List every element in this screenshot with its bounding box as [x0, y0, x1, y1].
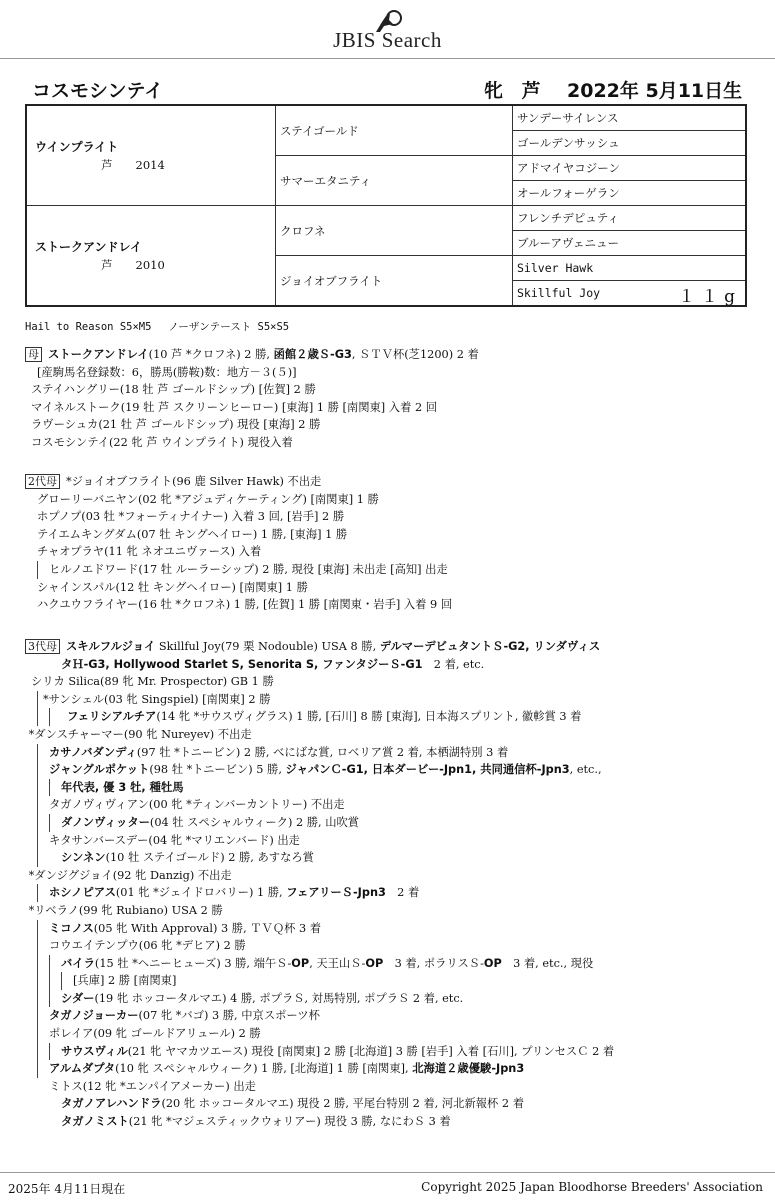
horse-highlight-text: OP [291, 956, 310, 970]
tree-connector-line [37, 708, 38, 726]
horse-title-row [32, 76, 744, 102]
family-line [25, 579, 755, 597]
family-line [25, 526, 755, 544]
horse-highlight-text: スキルフルジョイ [66, 640, 156, 653]
family-line [25, 832, 755, 850]
family-line [25, 1043, 755, 1061]
horse-highlight-text: アルムダプタ [49, 1062, 116, 1076]
pedigree-gen3-cell[interactable]: アドマイヤコジーン [513, 156, 747, 181]
family-line [25, 416, 755, 434]
pedigree-table [25, 104, 747, 307]
record-text: (21 牝 *マジェスティックウォリアー) 現役 3 勝, なにわＳ 3 着 [128, 1115, 451, 1129]
horse-highlight-text: シンネン [61, 851, 106, 865]
record-text: (14 牝 *サウスヴィグラス) 1 勝, [石川] 8 勝 [東海], 日本海スプリント, 徽軫賞 3 着 [156, 710, 582, 724]
horse-sex-color: 牝 芦 [484, 80, 547, 102]
family-line [25, 779, 755, 797]
record-text: ミトス(12 牝 *エンパイアメーカー) 出走 [49, 1079, 256, 1093]
horse-birth-date: 2022年 5月11日生 [567, 80, 743, 102]
record-text: チャオプラヤ(11 牝 ネオユニヴァース) 入着 [37, 545, 262, 559]
tree-connector-line [37, 849, 38, 867]
family-section-3rd-dam [25, 638, 755, 1131]
inbreeding-cross: Hail to Reason S5×M5 ノーザンテースト S5×S5 [25, 321, 290, 333]
tree-connector-line [37, 832, 38, 850]
family-line [25, 955, 755, 973]
horse-highlight-text: 年代表, 優 3 牡, 種牡馬 [61, 780, 184, 794]
record-text: ヒルノエドワード(17 牡 ルーラーシップ) 2 勝, 現役 [東海] 未出走 [高知] 出走 [49, 562, 448, 576]
tree-connector-line [49, 779, 50, 797]
family-line [25, 381, 755, 399]
tree-connector-line [49, 708, 50, 726]
tree-connector-line [37, 1007, 38, 1025]
pedigree-gen3-cell[interactable]: ブルーアヴェニュー [513, 231, 747, 256]
tree-connector-line [37, 1060, 38, 1078]
pedigree-gen3-cell[interactable]: サンデーサイレンス [513, 105, 747, 131]
family-line [25, 434, 755, 452]
record-text: (10 芦 *クロフネ) 2 勝, [148, 348, 274, 361]
tree-connector-line [49, 814, 50, 832]
record-text: コウエイテンプウ(06 牝 *デヒア) 2 勝 [49, 939, 246, 953]
logo-text: JBIS Search [333, 28, 442, 52]
record-text: *ダンジグジョイ(92 牝 Danzig) 不出走 [28, 868, 232, 882]
horse-highlight-text: バイラ [61, 956, 95, 970]
horse-highlight-text: 函館２歳Ｓ-G3 [273, 348, 352, 361]
horse-magnifier-icon [372, 8, 408, 36]
header-divider [0, 58, 775, 59]
pedigree-gen2-cell[interactable]: ジョイオブフライト [276, 256, 513, 307]
horse-highlight-text: シダー [61, 991, 95, 1005]
record-text: コスモシンテイ(22 牝 芦 ウインプライト) 現役入着 [31, 435, 293, 449]
horse-highlight-text: タガノアレハンドラ [61, 1097, 162, 1111]
sire-info: 芦 2014 [101, 158, 165, 172]
record-text: Skillful Joy(79 栗 Nodouble) USA 8 勝, [155, 640, 380, 653]
family-line [25, 346, 755, 364]
family-section-dam [25, 346, 755, 452]
family-line [25, 508, 755, 526]
record-text: グローリーバニヤン(02 牝 *アジュディケーティング) [南関東] 1 勝 [37, 492, 379, 506]
generation-tag: 2代母 [25, 474, 60, 489]
record-text: (98 牡 *トニービン) 5 勝, [149, 763, 286, 777]
record-text: (10 牡 ステイゴールド) 2 勝, あすなろ賞 [105, 851, 314, 865]
pedigree-gen3-cell[interactable]: Silver Hawk [513, 256, 747, 281]
horse-name: コスモシンテイ [32, 80, 164, 102]
footer-copyright: Copyright 2025 Japan Bloodhorse Breeders' Association [421, 1180, 763, 1194]
horse-highlight-text: タガノミスト [61, 1115, 129, 1129]
footer-divider [0, 1172, 775, 1173]
family-line [25, 596, 755, 614]
tree-connector-line [37, 1025, 38, 1043]
family-line [25, 990, 755, 1008]
record-text: (05 牝 With Approval) 3 勝, ＴＶＱ杯 3 着 [93, 921, 322, 935]
record-text: [兵庫] 2 勝 [南関東] [73, 974, 177, 988]
pedigree-sire[interactable] [26, 105, 276, 206]
footer-date: 2025年 4月11日現在 [8, 1182, 126, 1196]
tree-connector-line [37, 561, 38, 579]
record-text: (20 牝 ホッコータルマエ) 現役 2 勝, 平尾台特別 2 着, 河北新報杯 2 着 [161, 1097, 524, 1111]
family-section-2nd-dam [25, 473, 755, 614]
family-line [25, 399, 755, 417]
record-text: 3 着, ポラリスＳ- [383, 956, 484, 970]
record-text: マイネルストーク(19 牡 芦 スクリーンヒーロー) [東海] 1 勝 [南関東] 入着 2 回 [31, 400, 438, 414]
record-text: ホプノプ(03 牡 *フォーティナイナー) 入着 3 回, [岩手] 2 勝 [37, 510, 345, 524]
horse-highlight-text: OP [483, 956, 502, 970]
family-line [25, 726, 755, 744]
record-text: *サンシェル(03 牝 Singspiel) [南関東] 2 勝 [43, 692, 271, 706]
family-line [25, 656, 755, 674]
horse-highlight-text: OP [365, 956, 384, 970]
record-text: *リベラノ(99 牝 Rubiano) USA 2 勝 [28, 903, 223, 917]
record-text: 2 着 [385, 886, 420, 900]
pedigree-gen2-cell[interactable]: クロフネ [276, 206, 513, 256]
family-line [25, 884, 755, 902]
horse-highlight-text: ダノンヴィッター [61, 815, 150, 829]
family-line [25, 744, 755, 762]
tree-connector-line [37, 744, 38, 762]
record-text: (10 牝 スペシャルウィーク) 1 勝, [北海道] 1 勝 [南関東], [115, 1062, 413, 1076]
record-text: (04 牡 スペシャルウィーク) 2 勝, 山吹賞 [149, 815, 360, 829]
record-text: , 天王山Ｓ- [309, 956, 366, 970]
record-text: (01 牝 *ジェイドロバリー) 1 勝, [115, 886, 287, 900]
horse-highlight-text: ジャパンＣ-G1, 日本ダービー-Jpn1, 共同通信杯-Jpn3 [285, 763, 570, 777]
generation-tag: 3代母 [25, 639, 60, 654]
dam-name: ストークアンドレイ [35, 240, 142, 254]
record-text: 2 着, etc. [422, 657, 485, 671]
site-logo[interactable] [0, 8, 775, 53]
pedigree-gen3-name: Skillful Joy [517, 286, 601, 300]
family-line [25, 673, 755, 691]
record-text: ラヴーシュカ(21 牡 芦 ゴールドシップ) 現役 [東海] 2 勝 [31, 418, 321, 432]
tree-connector-line [37, 691, 38, 709]
family-line [25, 1078, 755, 1096]
family-line [25, 638, 755, 656]
horse-highlight-text: ホシノピアス [49, 886, 116, 900]
family-line [25, 849, 755, 867]
family-line [25, 920, 755, 938]
record-text: ポレイア(09 牝 ゴールドアリュール) 2 勝 [49, 1027, 261, 1041]
generation-tag: 母 [25, 347, 42, 362]
record-text: シリカ Silica(89 牝 Mr. Prospector) GB 1 勝 [31, 675, 274, 689]
record-text: *ジョイオブフライト(96 鹿 Silver Hawk) 不出走 [66, 475, 322, 488]
family-line [25, 473, 755, 491]
record-text: , etc., [569, 763, 602, 777]
family-line [25, 1095, 755, 1113]
dam-info: 芦 2010 [101, 258, 165, 272]
family-line [25, 902, 755, 920]
tree-connector-line [37, 955, 38, 973]
horse-highlight-text: カサノバダンディ [49, 745, 137, 759]
tree-connector-line [49, 955, 50, 973]
horse-highlight-text: ジャングルポケット [49, 763, 150, 777]
family-line [25, 796, 755, 814]
family-line [25, 937, 755, 955]
pedigree-gen2-cell[interactable]: サマーエタニティ [276, 156, 513, 206]
record-text: , ＳＴＶ杯(芝1200) 2 着 [351, 348, 479, 361]
pedigree-gen3-cell[interactable]: ゴールデンサッシュ [513, 131, 747, 156]
tree-connector-line [37, 796, 38, 814]
family-line [25, 491, 755, 509]
tree-connector-line [37, 761, 38, 779]
record-text: テイエムキングダム(07 牡 キングヘイロー) 1 勝, [東海] 1 勝 [37, 527, 348, 541]
tree-connector-line [37, 814, 38, 832]
record-text: シャインスパル(12 牡 キングヘイロー) [南関東] 1 勝 [37, 580, 308, 594]
family-line [25, 1113, 755, 1131]
sire-name: ウインプライト [35, 140, 119, 154]
record-text: タガノヴィヴィアン(00 牝 *ティンバーカントリー) 不出走 [49, 798, 345, 812]
tree-connector-line [37, 884, 38, 902]
record-text: ハクユウフライヤー(16 牡 *クロフネ) 1 勝, [佐賀] 1 勝 [南関東・岩手] 入着 9 回 [37, 598, 453, 612]
tree-connector-line [61, 972, 62, 990]
record-text: (07 牝 *バゴ) 3 勝, 中京スポーツ杯 [138, 1009, 320, 1023]
family-line [25, 708, 755, 726]
horse-highlight-text: デルマーデビュタントＳ-G2, リンダヴィス [379, 640, 601, 653]
tree-connector-line [37, 937, 38, 955]
record-text: (19 牝 ホッコータルマエ) 4 勝, ポプラＳ, 対馬特別, ポプラＳ 2 着, etc. [94, 991, 464, 1005]
pedigree-gen2-cell[interactable]: ステイゴールド [276, 105, 513, 156]
horse-highlight-text: フェリシアルチア [67, 710, 157, 724]
family-line [25, 561, 755, 579]
pedigree-gen3-cell[interactable]: オールフォーゲラン [513, 181, 747, 206]
tree-connector-line [49, 972, 50, 990]
record-text: [産駒馬名登録数：6，勝馬(勝鞍)数：地方－３(５)] [37, 365, 297, 379]
family-line [25, 972, 755, 990]
record-text: 3 着, etc., 現役 [501, 956, 594, 970]
tree-connector-line [49, 1043, 50, 1061]
inbreed-count: １１g [678, 287, 741, 307]
record-text: ステイハングリー(18 牡 芦 ゴールドシップ) [佐賀] 2 勝 [31, 383, 316, 397]
family-line [25, 1060, 755, 1078]
horse-highlight-text: タガノジョーカー [49, 1009, 139, 1023]
family-line [25, 543, 755, 561]
pedigree-dam[interactable] [26, 206, 276, 307]
family-line [25, 1007, 755, 1025]
pedigree-gen3-cell-last[interactable] [513, 281, 747, 307]
family-line [25, 364, 755, 382]
horse-highlight-text: フェアリーＳ-Jpn3 [286, 886, 386, 900]
record-text: *ダンスチャーマー(90 牝 Nureyev) 不出走 [28, 727, 252, 741]
horse-highlight-text: 北海道２歳優駿-Jpn3 [412, 1062, 525, 1076]
record-text: (15 牡 *ヘニーヒューズ) 3 勝, 端午Ｓ- [94, 956, 292, 970]
tree-connector-line [37, 920, 38, 938]
pedigree-gen3-cell[interactable]: フレンチデピュティ [513, 206, 747, 231]
record-text: キタサンバースデー(04 牝 *マリエンバード) 出走 [49, 833, 300, 847]
horse-highlight-text: タＨ-G3, Hollywood Starlet S, Senorita S, ファンタジーＳ-G1 [61, 657, 423, 671]
tree-connector-line [49, 990, 50, 1008]
tree-connector-line [37, 972, 38, 990]
family-line [25, 867, 755, 885]
family-line [25, 761, 755, 779]
family-line [25, 814, 755, 832]
tree-connector-line [37, 990, 38, 1008]
horse-highlight-text: ミコノス [49, 921, 94, 935]
tree-connector-line [37, 1043, 38, 1061]
family-line [25, 691, 755, 709]
family-line [25, 1025, 755, 1043]
horse-highlight-text: ストークアンドレイ [48, 348, 149, 361]
horse-highlight-text: サウスヴィル [61, 1044, 128, 1058]
tree-connector-line [37, 779, 38, 797]
record-text: (97 牡 *トニービン) 2 勝, べにばな賞, ロベリア賞 2 着, 本栖湖特別 3 着 [136, 745, 509, 759]
record-text: (21 牝 ヤマカツエース) 現役 [南関東] 2 勝 [北海道] 3 勝 [岩手] 入着 [石川], プリンセスＣ 2 着 [127, 1044, 615, 1058]
